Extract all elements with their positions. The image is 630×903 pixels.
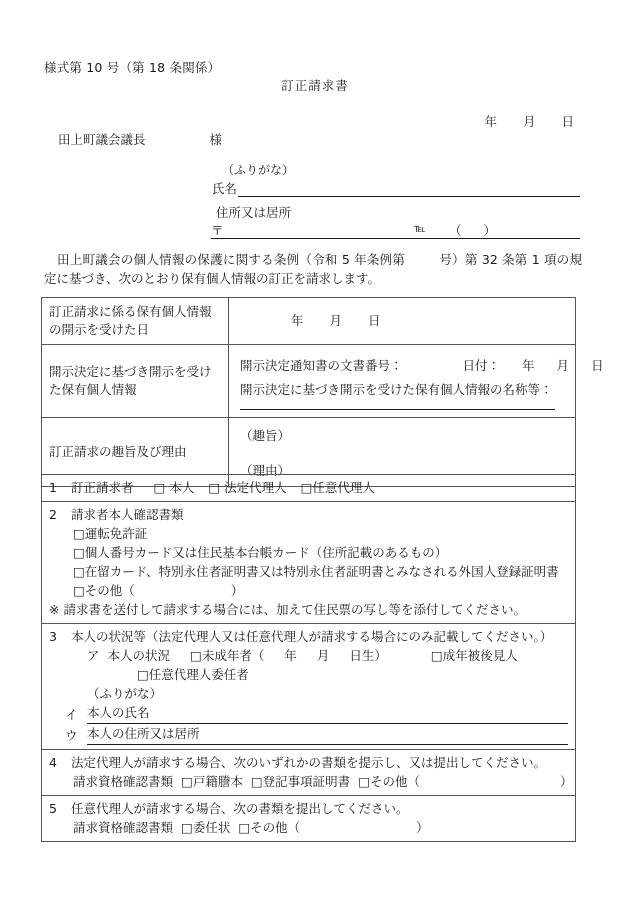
addressee-name: 田上町議会議長 — [58, 132, 146, 147]
intro-paragraph — [44, 250, 582, 288]
applicant-name-label: 氏名 — [212, 181, 238, 196]
checkbox-drivers-license[interactable]: □運転免許証 — [73, 526, 148, 541]
section-5-number: 5 — [49, 801, 57, 816]
checkbox-minor[interactable]: □未成年者（ — [190, 648, 265, 663]
principal-name-input[interactable] — [87, 703, 568, 724]
disclosed-info-value[interactable] — [229, 345, 604, 418]
date-month-label: 月 — [522, 114, 536, 129]
checkbox-other-legal-agent[interactable]: □その他（ — [358, 774, 420, 789]
checklist-table — [41, 474, 576, 842]
notice-month-label: 月 — [556, 358, 570, 373]
section-4-title: 法定代理人が請求する場合、次のいずれかの書類を提示し、又は提出してください。 — [71, 755, 547, 770]
section-4-options — [49, 772, 573, 791]
section-2-identity-documents — [42, 502, 576, 624]
date-year-label: 年 — [484, 114, 497, 129]
notice-date-label: 日付： — [462, 358, 501, 373]
notice-document-number-label: 開示決定通知書の文書番号： — [240, 358, 403, 373]
item-a-mark: ア — [87, 648, 100, 663]
section-5-title: 任意代理人が請求する場合、次の書類を提出してください。 — [71, 801, 409, 816]
item-c-mark: ウ — [65, 728, 78, 743]
section-1-title: 訂正請求者 — [71, 480, 134, 495]
zip-symbol: 〒 — [211, 223, 224, 238]
section-3-item-b[interactable] — [49, 703, 568, 724]
minor-birth-day: 日生） — [349, 648, 387, 663]
checkbox-my-number-card[interactable]: □個人番号カード又は住民基本台帳カード（住所記載のあるもの） — [73, 545, 448, 560]
section-5-voluntary-agent-documents — [42, 796, 576, 842]
section-3-number: 3 — [49, 629, 57, 644]
section-2-number: 2 — [49, 507, 57, 522]
checkbox-requester-self[interactable]: □ 本人 — [153, 480, 195, 495]
section-4-legal-agent-documents — [42, 750, 576, 796]
reason-label: （理由） — [240, 463, 291, 478]
section-5-other-close: ） — [416, 820, 429, 835]
checkbox-requester-voluntary-agent[interactable]: □任意代理人 — [300, 480, 375, 495]
disclosure-year-label: 年 — [291, 313, 304, 328]
section-5-doc-label: 請求資格確認書類 — [73, 820, 174, 835]
section-4-other-close: ） — [559, 774, 573, 789]
minor-birth-month: 月 — [316, 648, 330, 663]
checkbox-adult-ward[interactable]: □成年被後見人 — [430, 648, 518, 663]
checkbox-power-of-attorney[interactable]: □委任状 — [181, 820, 231, 835]
purpose-label: （趣旨） — [240, 428, 291, 443]
section-3-item-c[interactable] — [49, 724, 568, 745]
section-4-doc-label: 請求資格確認書類 — [73, 774, 174, 789]
disclosed-info-name-input[interactable] — [240, 408, 555, 410]
disclosure-day-label: 日 — [368, 313, 381, 328]
section-3-title: 本人の状況等（法定代理人又は任意代理人が請求する場合にのみ記載してください。） — [71, 629, 553, 644]
section-1-number: 1 — [49, 480, 57, 495]
addressee-line — [58, 130, 222, 148]
section-1-requester — [42, 475, 576, 502]
section-2-title: 請求者本人確認書類 — [71, 507, 184, 522]
disclosed-info-label: 開示決定に基づき開示を受けた保有個人情報 — [42, 345, 229, 418]
item-c-label: 本人の住所又は居所 — [87, 726, 200, 741]
section-3-principal-status — [42, 624, 576, 750]
section-5-options — [49, 818, 568, 837]
document-title: 訂正請求書 — [281, 78, 349, 93]
checkbox-family-register[interactable]: □戸籍謄本 — [181, 774, 243, 789]
table-row — [42, 345, 576, 418]
applicant-name-row — [212, 179, 580, 197]
section-3-item-a — [49, 646, 568, 665]
minor-birth-year: 年 — [284, 648, 297, 663]
notice-year-label: 年 — [522, 358, 535, 373]
applicant-address-row[interactable] — [211, 221, 580, 239]
disclosure-date-label: 訂正請求に係る保有個人情報の開示を受けた日 — [42, 298, 229, 345]
checkbox-residence-card[interactable]: □在留カード、特別永住者証明書又は特別永住者証明書とみなされる外国人登録証明書 — [73, 564, 559, 579]
checkbox-registry-certificate[interactable]: □登記事項証明書 — [250, 774, 351, 789]
table-row — [42, 502, 576, 624]
checkbox-other-identity[interactable] — [49, 581, 568, 600]
tel-symbol: ℡ — [414, 222, 426, 235]
section-4-number: 4 — [49, 755, 57, 770]
furigana-label-principal: （ふりがな） — [87, 686, 163, 701]
table-row — [42, 796, 576, 842]
intro-text-part2: 号）第 32 条第 1 項の規定に基づき、次のとおり保有個人情報の訂正を請求します。 — [44, 252, 582, 286]
main-information-table — [41, 297, 604, 487]
furigana-label-applicant: （ふりがな） — [222, 163, 295, 177]
applicant-name-input[interactable] — [238, 182, 580, 197]
item-b-mark: イ — [65, 707, 78, 722]
applicant-address-label: 住所又は居所 — [216, 205, 292, 220]
checkbox-requester-legal-agent[interactable]: □ 法定代理人 — [208, 480, 287, 495]
checkbox-other-voluntary-agent[interactable]: □その他（ — [238, 820, 301, 835]
date-day-label: 日 — [561, 114, 574, 129]
table-row — [42, 298, 576, 345]
intro-text-part1: 田上町議会の個人情報の保護に関する条例（令和 5 年条例第 — [57, 252, 406, 267]
notice-day-label: 日 — [591, 358, 604, 373]
correction-purpose-reason-label: 訂正請求の趣旨及び理由 — [42, 418, 229, 487]
tel-number-field[interactable]: （） — [449, 223, 519, 238]
item-b-label: 本人の氏名 — [87, 705, 150, 720]
table-row — [42, 750, 576, 796]
checkbox-other-identity-label: □その他（ — [73, 583, 135, 598]
addressee-honorific: 様 — [209, 132, 223, 147]
disclosure-month-label: 月 — [329, 313, 343, 328]
checkbox-voluntary-agent-delegator[interactable]: □任意代理人委任者 — [137, 667, 249, 682]
item-a-label: 本人の状況 — [107, 648, 171, 663]
table-row — [42, 475, 576, 502]
disclosed-info-name-label: 開示決定に基づき開示を受けた保有個人情報の名称等： — [240, 382, 553, 397]
date-line — [484, 112, 574, 130]
principal-address-input[interactable] — [87, 724, 568, 745]
disclosure-date-value[interactable] — [229, 298, 576, 345]
section-2-note: ※ 請求書を送付して請求する場合には、加えて住民票の写し等を添付してください。 — [49, 602, 526, 617]
checkbox-other-identity-close: ） — [230, 583, 244, 598]
form-number: 様式第 10 号（第 18 条関係） — [44, 60, 221, 75]
table-row — [42, 624, 576, 750]
